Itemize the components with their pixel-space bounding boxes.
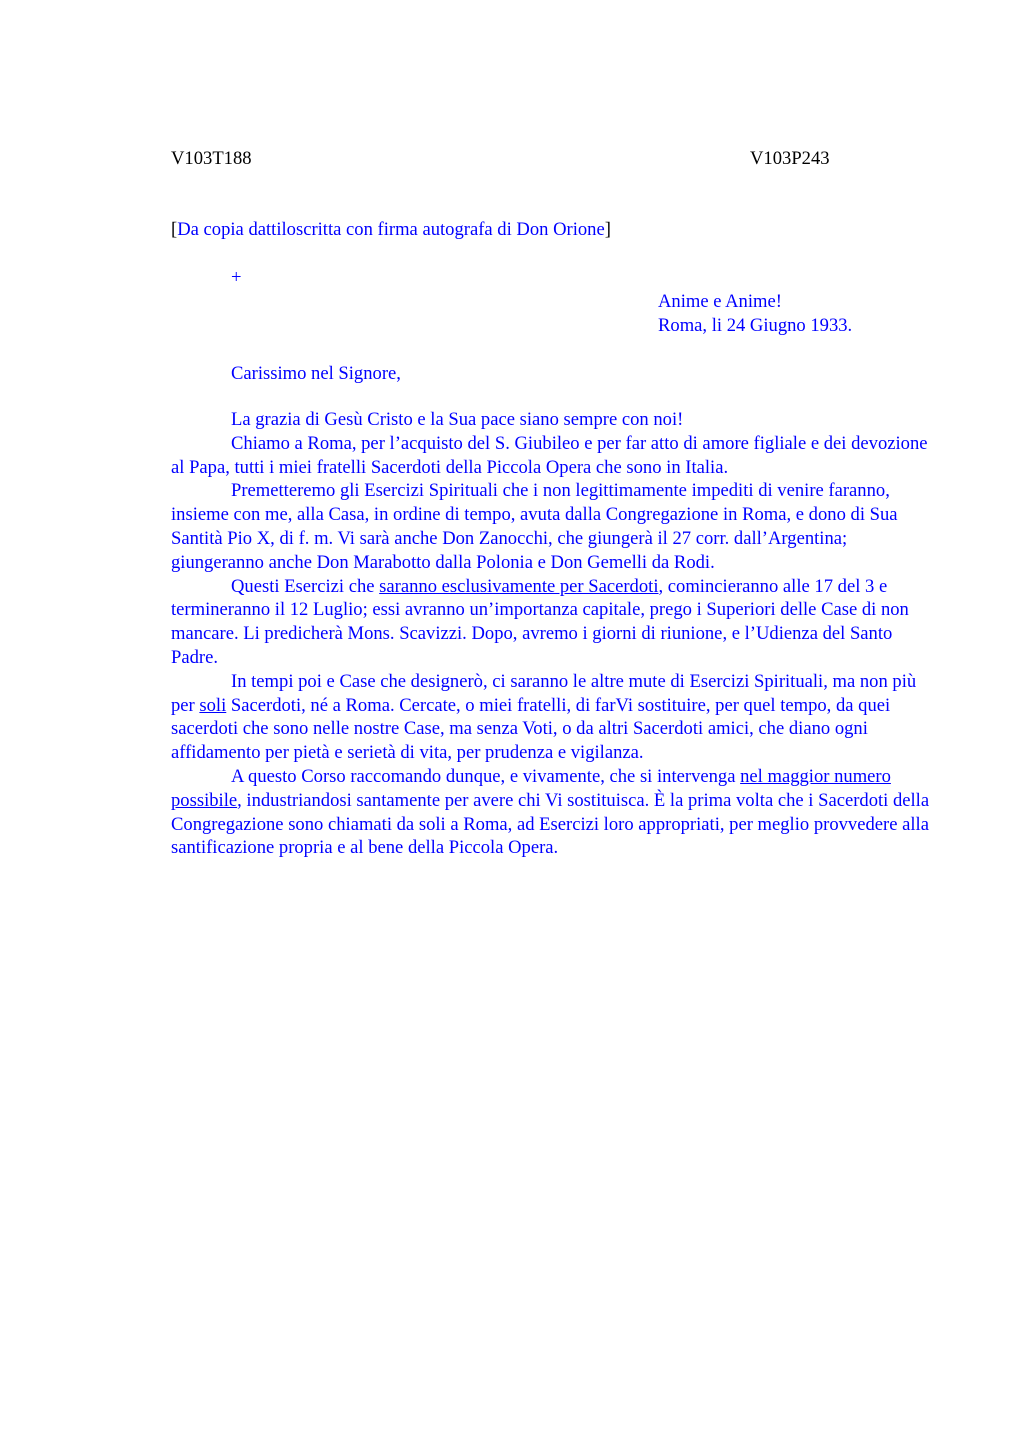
source-close-bracket: ] — [604, 219, 611, 240]
paragraph-6-underlined: nel maggior numero possibile — [171, 765, 891, 811]
paragraph-3: Premetteremo gli Esercizi Spirituali che i non legittimamente impediti di venire faranno, insieme con me, alla Casa, in ordine di tempo, avuta dalla Congregazione in Roma, e dono di Sua Santità Pio X, di f. m. Vi sarà anche Don Zanocchi, che giungerà il 27 corr. dall’Argentina; giungeranno anche Don Marabotto dalla Polonia e Don Gemelli da Rodi. — [171, 480, 898, 573]
letter-body — [171, 408, 931, 860]
reference-code-right: V103P243 — [750, 148, 830, 169]
paragraph-2: Chiamo a Roma, per l’acquisto del S. Giubileo e per far atto di amore figliale e dei devozione al Papa, tutti i miei fratelli Sacerdoti della Piccola Opera che sono in Italia. — [171, 432, 928, 478]
motto: Anime e Anime! — [658, 291, 782, 312]
paragraph-5-underlined: soli — [199, 694, 227, 716]
paragraph-5 — [171, 670, 931, 765]
paragraph-1: La grazia di Gesù Cristo e la Sua pace siano sempre con noi! — [231, 409, 684, 430]
cross-symbol: + — [231, 267, 242, 288]
paragraph-4-before: Questi Esercizi che — [231, 575, 380, 597]
paragraph-5-after: Sacerdoti, né a Roma. Cercate, o miei fratelli, di farVi sostituire, per quel tempo, da quei sacerdoti che sono nelle nostre Case, ma senza Voti, o da altri Sacerdoti amici, che diano ogni affidamento per pietà e serietà di vita, per prudenza e vigilanza. — [171, 694, 891, 764]
reference-code-left: V103T188 — [171, 148, 252, 169]
source-note-text: Da copia dattiloscritta con firma autografa di Don Orione — [177, 219, 605, 240]
paragraph-4 — [171, 575, 931, 670]
source-open-bracket: [ — [171, 219, 178, 240]
paragraph-6-before: A questo Corso raccomando dunque, e vivamente, che si intervenga — [231, 765, 741, 787]
paragraph-4-after: , comincieranno alle 17 del 3 e termineranno il 12 Luglio; essi avranno un’importanza capitale, prego i Superiori delle Case di non mancare. Li predicherà Mons. Scavizzi. Dopo, avremo i giorni di riunione, e l’Udienza del Santo Padre. — [171, 575, 909, 668]
salutation: Carissimo nel Signore, — [231, 363, 401, 384]
paragraph-6-after: , industriandosi santamente per avere chi Vi sostituisca. È la prima volta che i Sacerdoti della Congregazione sono chiamati da soli a Roma, ad Esercizi loro appropriati, per meglio provvedere alla santificazione propria e al bene della Piccola Opera. — [171, 789, 930, 859]
paragraph-4-underlined: saranno esclusivamente per Sacerdoti — [379, 575, 659, 597]
paragraph-6 — [171, 765, 931, 860]
dateline: Roma, li 24 Giugno 1933. — [658, 315, 853, 336]
paragraph-5-before: In tempi poi e Case che designerò, ci saranno le altre mute di Esercizi Spirituali, ma non più per — [171, 670, 917, 716]
source-note — [171, 218, 611, 242]
